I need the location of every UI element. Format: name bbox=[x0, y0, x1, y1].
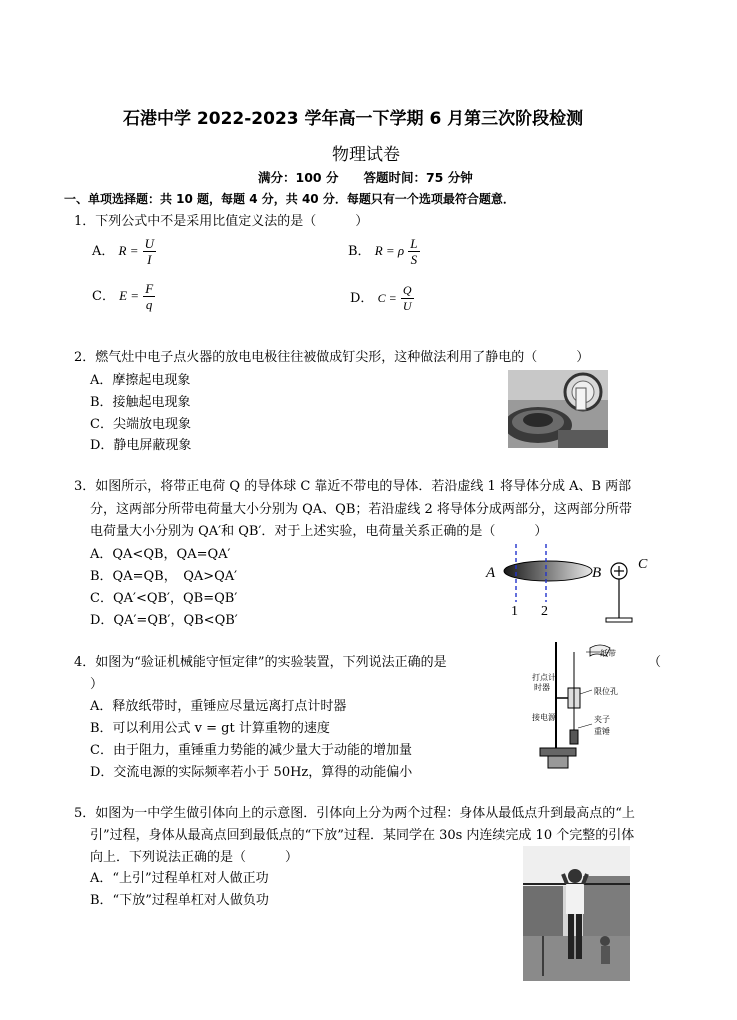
q4-option-d: D．交流电源的实际频率若小于 50Hz，算得的动能偏小 bbox=[90, 765, 413, 780]
leader-hole bbox=[580, 690, 592, 694]
page-title: 石港中学 2022-2023 学年高一下学期 6 月第三次阶段检测 bbox=[123, 109, 584, 129]
q1-option-d bbox=[350, 283, 414, 314]
q1-c-fraction bbox=[143, 281, 155, 312]
label-C: C bbox=[638, 557, 648, 572]
q1-c-lhs: E = bbox=[119, 288, 140, 303]
page-subtitle: 物理试卷 bbox=[332, 145, 400, 165]
q3-option-d: D．QA′=QB′，QB<QB′ bbox=[90, 613, 238, 628]
q4-option-b: B．可以利用公式 v = gt 计算重物的速度 bbox=[90, 721, 330, 736]
q2-option-d: D．静电屏蔽现象 bbox=[90, 438, 192, 453]
q2-option-c: C．尖端放电现象 bbox=[90, 417, 191, 432]
question-4-paren-open: （ bbox=[648, 655, 662, 670]
sphere-stand-base bbox=[606, 618, 632, 622]
question-3-line-1: 3．如图所示，将带正电荷 Q 的导体球 C 靠近不带电的导体．若沿虚线 1 将导体分成 A、B 两部 bbox=[74, 479, 632, 494]
label-limit-hole: 限位孔 bbox=[594, 687, 618, 696]
q1-option-b bbox=[348, 236, 420, 267]
apparatus-diagram bbox=[530, 640, 640, 775]
section-heading: 一、单项选择题：共 10 题，每题 4 分，共 40 分．每题只有一个选项最符合题意． bbox=[64, 192, 515, 206]
q1-d-den: U bbox=[402, 299, 412, 313]
stand-base bbox=[540, 748, 576, 756]
q1-option-c bbox=[92, 281, 155, 312]
gas-stove-drawing bbox=[508, 370, 608, 448]
q1-a-den: I bbox=[147, 252, 152, 267]
q1-d-label: D． bbox=[350, 291, 374, 306]
pull-up-drawing bbox=[523, 846, 630, 981]
label-weight: 重锤 bbox=[594, 727, 610, 736]
pull-up-photo bbox=[523, 846, 630, 981]
q1-option-a bbox=[92, 236, 156, 267]
q1-b-fraction bbox=[408, 236, 419, 267]
q3-option-b: B．QA=QB， QA>QA′ bbox=[90, 569, 238, 584]
q1-b-den: S bbox=[410, 252, 418, 267]
question-3-line-3: 电荷量大小分别为 QA′和 QB′．对于上述实验，电荷量关系正确的是（ ） bbox=[90, 524, 548, 539]
label-paper-tape: 纸带 bbox=[600, 649, 616, 658]
q3-option-c: C．QA′<QB′，QB=QB′ bbox=[90, 591, 238, 606]
label-timer-1: 打点计 bbox=[532, 673, 556, 682]
conductor-diagram bbox=[478, 540, 658, 625]
q1-b-label: B． bbox=[348, 244, 371, 259]
q5-option-a: A．“上引”过程单杠对人做正功 bbox=[90, 871, 269, 886]
q1-c-num: F bbox=[145, 281, 154, 296]
leader-clip bbox=[578, 724, 592, 728]
label-timer-2: 时器 bbox=[534, 683, 550, 692]
q1-b-lhs: R = ρ bbox=[374, 243, 405, 258]
question-4-line-1: 4．如图为“验证机械能守恒定律”的实验装置，下列说法正确的是 bbox=[74, 655, 447, 670]
question-2-stem: 2．燃气灶中电子点火器的放电电极往往被做成钉尖形，这种做法利用了静电的（ ） bbox=[74, 350, 590, 365]
q1-a-num: U bbox=[144, 236, 155, 251]
gas-stove-image bbox=[508, 370, 608, 448]
q1-d-num: Q bbox=[402, 283, 412, 297]
q4-option-a: A．释放纸带时，重锤应尽量远离打点计时器 bbox=[90, 699, 347, 714]
question-5-line-1: 5．如图为一中学生做引体向上的示意图．引体向上分为两个过程：身体从最低点升到最高点的“上 bbox=[74, 806, 635, 821]
q1-a-label: A． bbox=[92, 244, 115, 259]
label-power: 接电源 bbox=[532, 713, 556, 722]
q1-b-num: L bbox=[410, 236, 418, 251]
question-4-line-2: ） bbox=[90, 677, 104, 692]
q1-a-lhs: R = bbox=[118, 243, 139, 258]
exam-meta: 满分：100 分 答题时间：75 分钟 bbox=[258, 170, 473, 185]
question-5-line-3: 向上．下列说法正确的是（ ） bbox=[90, 850, 299, 865]
q1-c-den: q bbox=[145, 297, 153, 312]
label-clip: 夹子 bbox=[594, 715, 610, 724]
q1-a-fraction bbox=[143, 236, 156, 267]
label-2: 2 bbox=[541, 604, 548, 619]
heavy-weight bbox=[570, 730, 578, 744]
q2-option-a: A．摩擦起电现象 bbox=[90, 373, 191, 388]
label-B: B bbox=[592, 565, 602, 581]
label-A: A bbox=[486, 565, 496, 581]
question-1-stem: 1．下列公式中不是采用比值定义法的是（ ） bbox=[74, 214, 369, 229]
question-3-line-2: 分，这两部分所带电荷量大小分别为 QA、QB；若沿虚线 2 将导体分成两部分，这两部分所带 bbox=[90, 502, 632, 517]
q5-option-b: B．“下放”过程单杠对人做负功 bbox=[90, 893, 269, 908]
q3-option-a: A．QA<QB，QA=QA′ bbox=[90, 547, 231, 562]
q1-d-fraction bbox=[401, 283, 414, 314]
q4-option-c: C．由于阻力，重锤重力势能的减少量大于动能的增加量 bbox=[90, 743, 412, 758]
q2-option-b: B．接触起电现象 bbox=[90, 395, 191, 410]
question-5-line-2: 引”过程，身体从最高点回到最低点的“下放”过程．某同学在 30s 内连续完成 10 个完整的引体 bbox=[90, 828, 635, 843]
conductor-body bbox=[504, 561, 592, 581]
q1-c-label: C． bbox=[92, 289, 115, 304]
stand-foot bbox=[548, 756, 568, 768]
q1-d-lhs: C = bbox=[377, 291, 397, 305]
label-1: 1 bbox=[511, 604, 518, 619]
